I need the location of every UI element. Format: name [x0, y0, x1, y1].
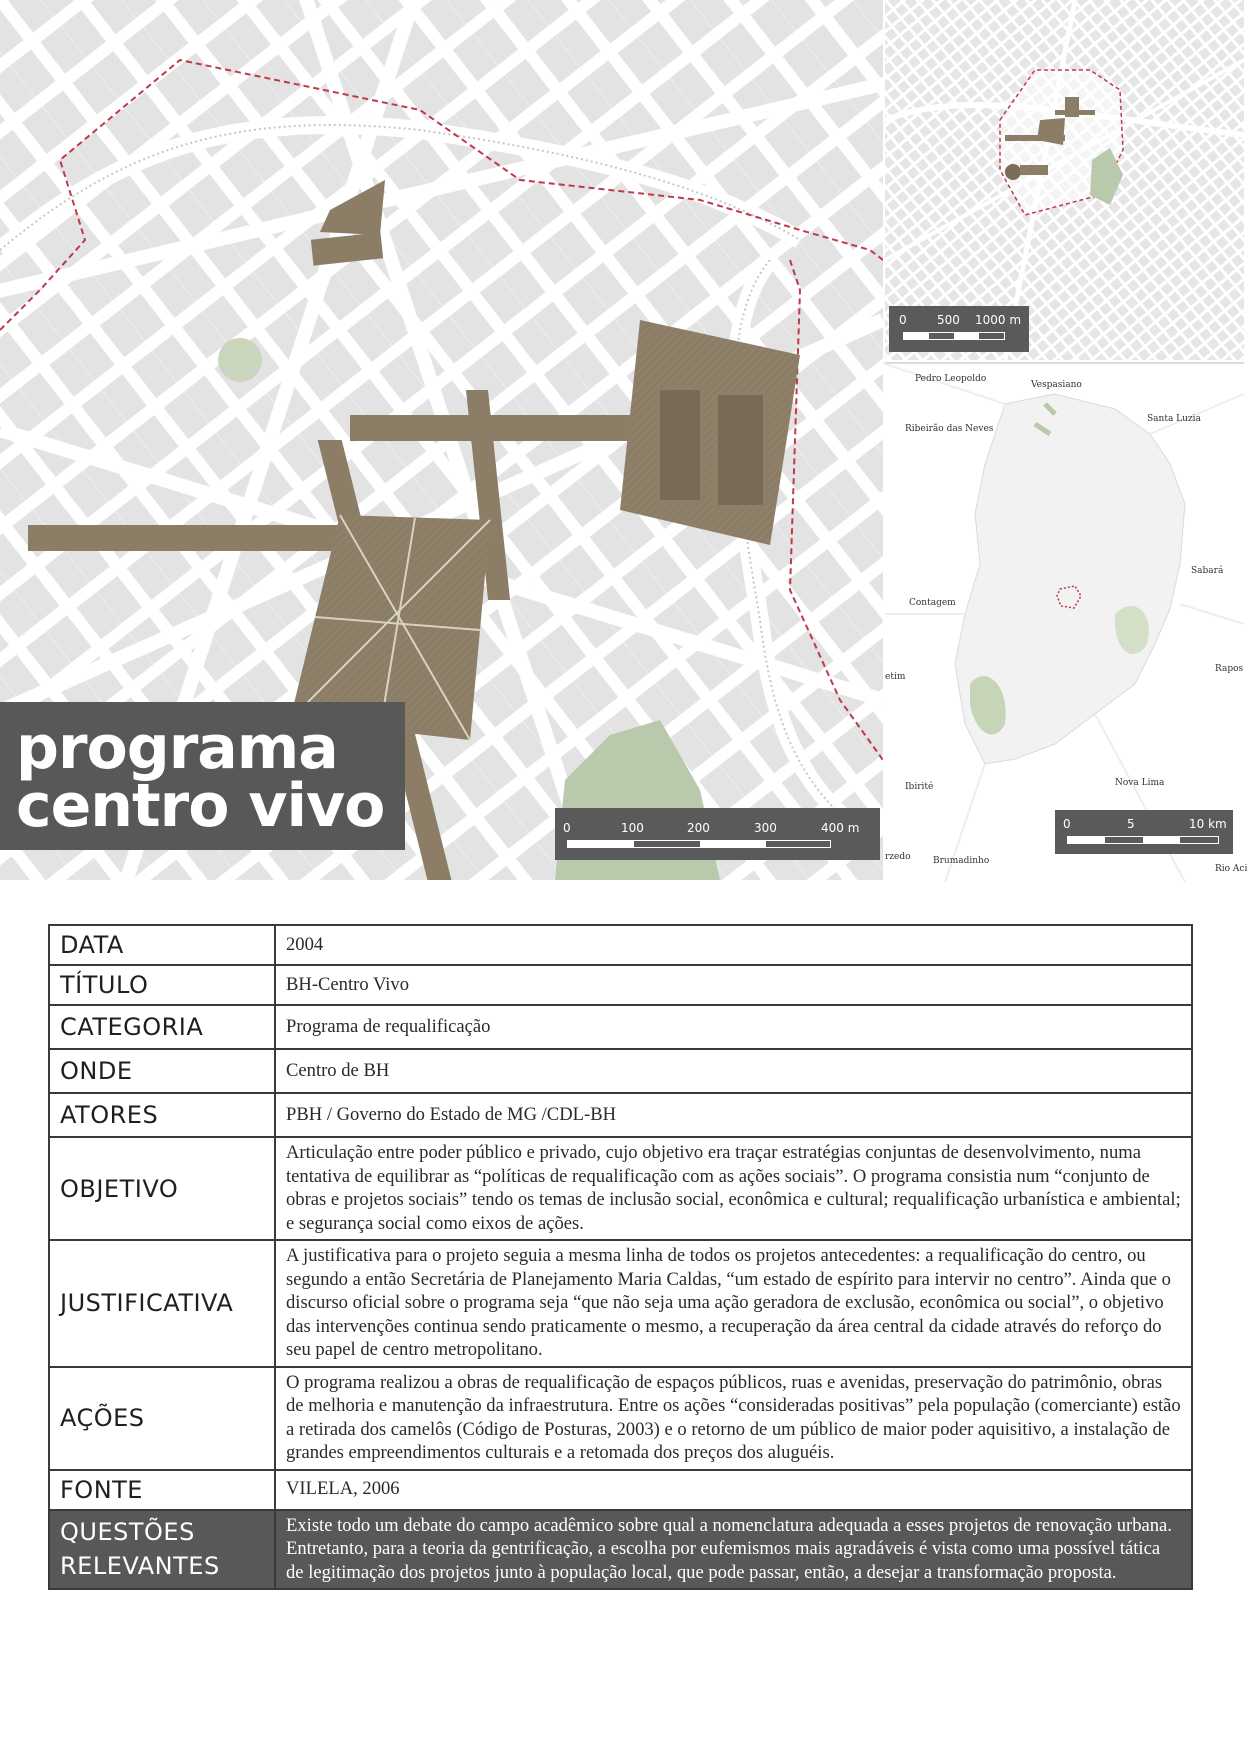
table-row [49, 1470, 1192, 1510]
table-row [49, 1137, 1192, 1240]
table-row [49, 965, 1192, 1005]
table-row [49, 1093, 1192, 1137]
title-line-1: programa [16, 713, 338, 783]
scale-graduation [903, 332, 1005, 340]
scale-label: 0 [563, 821, 571, 835]
scale-label: 0 [1063, 817, 1071, 831]
scale-label: 200 [687, 821, 710, 835]
row-value: Programa de requalificação [275, 1005, 1192, 1049]
info-table [48, 924, 1193, 1590]
metro-locator-map [883, 362, 1247, 882]
row-value: Existe todo um debate do campo acadêmico sobre qual a nomenclatura adequada a esses projetos de renovação urbana. Entretanto, para a teoria da gentrificação, a escolha por eufemismos mais agradáveis é vista como uma possível tática de legitimação dos projetos junto à população local, que pode passar, então, a desejar a transformação proposta. [275, 1510, 1192, 1590]
row-key: JUSTIFICATIVA [49, 1240, 275, 1367]
row-key: FONTE [49, 1470, 275, 1510]
scale-label: 300 [754, 821, 777, 835]
row-key: AÇÕES [49, 1367, 275, 1470]
place-label: Rio Aci [1215, 864, 1247, 874]
title-label [0, 702, 405, 850]
table-row [49, 1049, 1192, 1093]
place-label: Sabará [1191, 566, 1224, 576]
scale-label: 1000 m [975, 313, 1022, 327]
place-label: Pedro Leopoldo [915, 374, 987, 384]
scale-label: 500 [937, 313, 960, 327]
row-key: ONDE [49, 1049, 275, 1093]
scale-label: 10 km [1189, 817, 1227, 831]
table-row [49, 1367, 1192, 1470]
title-line-2: centro vivo [16, 771, 385, 841]
scale-label: 5 [1127, 817, 1135, 831]
scale-graduation [567, 840, 831, 848]
row-key: OBJETIVO [49, 1137, 275, 1240]
row-key: QUESTÕES RELEVANTES [49, 1510, 275, 1590]
place-label: Ibirité [905, 782, 934, 792]
scale-label: 0 [899, 313, 907, 327]
row-value: 2004 [275, 925, 1192, 965]
row-key: CATEGORIA [49, 1005, 275, 1049]
place-label: Ribeirão das Neves [905, 424, 994, 434]
table-row-highlight [49, 1510, 1192, 1590]
row-value: O programa realizou a obras de requalificação de espaços públicos, ruas e avenidas, preservação do patrimônio, obras de melhoria e manutenção da infraestrutura. Entre os ações “consideradas positivas” pela população (comerciante) estão a retirada dos camelôs (Código de Posturas, 2003) e o retorno de um público de maior poder aquisitivo, a instalação de grandes empreendimentos culturais e a retomada dos preços dos aluguéis. [275, 1367, 1192, 1470]
place-label: Nova Lima [1115, 778, 1165, 788]
scale-label: 100 [621, 821, 644, 835]
row-value: A justificativa para o projeto seguia a mesma linha de todos os projetos antecedentes: a requalificação do centro, ou segundo a então Secretária de Planejamento Maria Caldas, “um estado de espírito para intervir no centro”. Ainda que o discurso oficial sobre o programa seja “que não seja uma ação geradora de exclusão, econômica ou social”, o objetivo das intervenções continua sendo praticamente o mesmo, a recuperação da área central da cidade através do reforço do seu papel de centro metropolitano. [275, 1240, 1192, 1367]
main-map [0, 0, 883, 880]
place-label: Contagem [909, 598, 956, 608]
table-row [49, 1240, 1192, 1367]
place-label: Santa Luzia [1147, 414, 1201, 424]
table-row [49, 1005, 1192, 1049]
row-key: ATORES [49, 1093, 275, 1137]
place-label: etim [885, 672, 906, 682]
table-row [49, 925, 1192, 965]
metro-map-drawing [885, 364, 1244, 882]
place-label: Rapos [1215, 664, 1244, 674]
row-key: TÍTULO [49, 965, 275, 1005]
main-scale-bar [555, 808, 880, 860]
row-value: VILELA, 2006 [275, 1470, 1192, 1510]
city-scale-bar [889, 306, 1029, 352]
row-key: DATA [49, 925, 275, 965]
place-label: Brumadinho [933, 856, 990, 866]
metro-scale-bar [1055, 810, 1233, 854]
place-label: rzedo [885, 852, 911, 862]
row-value: BH-Centro Vivo [275, 965, 1192, 1005]
scale-label: 400 m [821, 821, 860, 835]
row-value: Articulação entre poder público e privado, cujo objetivo era traçar estratégias conjuntas de desenvolvimento, numa tentativa de equilibrar as “políticas de requalificação com as ações sociais”. O programa consistia num “conjunto de obras e projetos sociais” tendo os temas de inclusão social, econômica e cultural; requalificação urbanística e ambiental; e segurança social como eixos de ações. [275, 1137, 1192, 1240]
place-label: Vespasiano [1031, 380, 1082, 390]
row-value: Centro de BH [275, 1049, 1192, 1093]
row-value: PBH / Governo do Estado de MG /CDL-BH [275, 1093, 1192, 1137]
scale-graduation [1067, 836, 1219, 844]
city-locator-map [883, 0, 1244, 360]
